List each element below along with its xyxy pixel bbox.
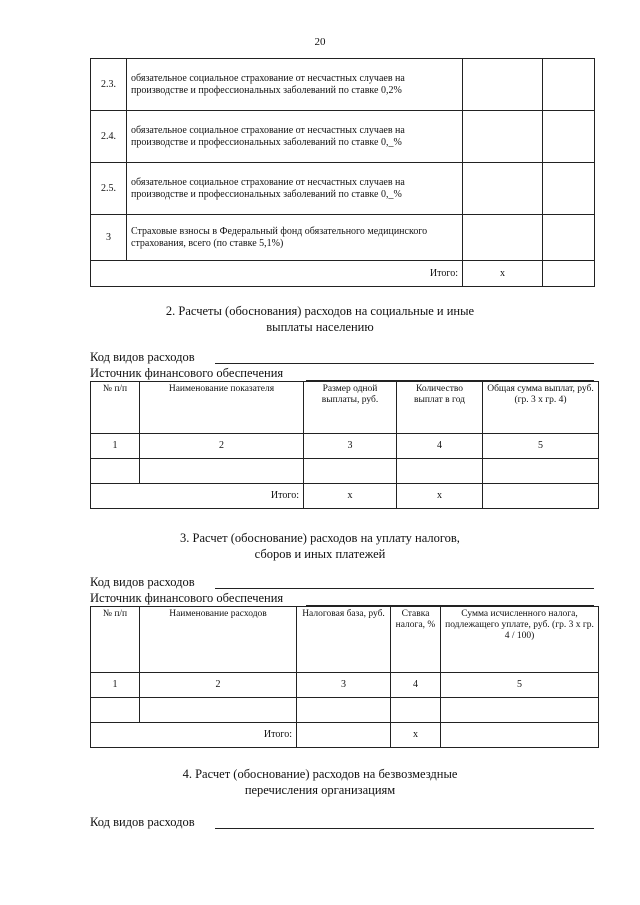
section3-source-label: Источник финансового обеспечения — [90, 591, 284, 605]
empty-cell — [441, 723, 599, 748]
table-row — [91, 163, 595, 215]
total-label: Итого: — [140, 723, 297, 748]
table-row — [91, 59, 595, 111]
header-tax-base: Налоговая база, руб. — [297, 607, 391, 673]
section2-kod-underline — [215, 363, 594, 364]
empty-cell — [397, 459, 483, 484]
table-header-row — [91, 382, 599, 434]
page-number: 20 — [314, 36, 326, 48]
row-description: обязательное социальное страхование от несчастных случаев на производстве и профессиональных заболеваний по ставке 0,_% — [127, 111, 463, 163]
empty-cell — [483, 459, 599, 484]
column-number: 2 — [140, 673, 297, 698]
section3-kod-underline — [215, 588, 594, 589]
section2-source-label: Источник финансового обеспечения — [90, 366, 284, 380]
section2-heading — [0, 303, 640, 335]
section3-heading — [0, 530, 640, 562]
table-header-row — [91, 607, 599, 673]
row-description: Страховые взносы в Федеральный фонд обязательного медицинского страхования, всего (по ставке 5,1%) — [127, 215, 463, 261]
column-number: 1 — [91, 434, 140, 459]
total-row — [91, 484, 599, 509]
section3-kod-label: Код видов расходов — [90, 575, 195, 589]
row-number: 2.5. — [91, 163, 127, 215]
empty-cell — [297, 698, 391, 723]
section4-kod-label: Код видов расходов — [90, 815, 195, 829]
section3-heading-line1: 3. Расчет (обоснование) расходов на уплату налогов, — [180, 531, 460, 545]
empty-cell — [91, 723, 140, 748]
insurance-contributions-table — [90, 58, 595, 287]
section3-heading-line2: сборов и иных платежей — [254, 547, 386, 561]
empty-cell — [297, 723, 391, 748]
section2-heading-line2: выплаты населению — [266, 320, 374, 334]
section2-kod-label: Код видов расходов — [90, 350, 195, 364]
table-row — [91, 698, 599, 723]
section4-heading — [0, 766, 640, 798]
empty-cell — [463, 215, 543, 261]
row-number: 2.3. — [91, 59, 127, 111]
empty-cell — [391, 698, 441, 723]
total-label: Итого: — [140, 484, 304, 509]
empty-cell — [543, 163, 595, 215]
empty-cell — [543, 59, 595, 111]
column-number: 4 — [391, 673, 441, 698]
empty-cell — [463, 163, 543, 215]
header-number: № п/п — [91, 607, 140, 673]
empty-cell — [463, 111, 543, 163]
header-total-amount: Общая сумма выплат, руб. (гр. 3 х гр. 4) — [483, 382, 599, 434]
column-number: 4 — [397, 434, 483, 459]
empty-cell — [441, 698, 599, 723]
row-description: обязательное социальное страхование от несчастных случаев на производстве и профессиональных заболеваний по ставке 0,_% — [127, 163, 463, 215]
row-number: 3 — [91, 215, 127, 261]
header-number: № п/п — [91, 382, 140, 434]
total-mark: x — [397, 484, 483, 509]
total-mark: x — [463, 261, 543, 287]
section2-heading-line1: 2. Расчеты (обоснования) расходов на социальные и иные — [165, 304, 475, 318]
row-description: обязательное социальное страхование от несчастных случаев на производстве и профессиональных заболеваний по ставке 0,2% — [127, 59, 463, 111]
empty-cell — [91, 261, 127, 287]
total-mark: x — [304, 484, 397, 509]
empty-cell — [91, 698, 140, 723]
section4-heading-line2: перечисления организациям — [244, 783, 396, 797]
taxes-table — [90, 606, 599, 748]
total-row — [91, 723, 599, 748]
empty-cell — [543, 215, 595, 261]
header-tax-amount: Сумма исчисленного налога, подлежащего уплате, руб. (гр. 3 х гр. 4 / 100) — [441, 607, 599, 673]
empty-cell — [483, 484, 599, 509]
social-payments-table — [90, 381, 599, 509]
empty-cell — [543, 261, 595, 287]
table-row — [91, 111, 595, 163]
column-number: 5 — [441, 673, 599, 698]
column-numbers-row — [91, 673, 599, 698]
section4-kod-underline — [215, 828, 594, 829]
header-indicator-name: Наименование показателя — [140, 382, 304, 434]
table-row — [91, 459, 599, 484]
header-payment-size: Размер одной выплаты, руб. — [304, 382, 397, 434]
header-payments-per-year: Количество выплат в год — [397, 382, 483, 434]
empty-cell — [91, 484, 140, 509]
total-row — [91, 261, 595, 287]
table-row — [91, 215, 595, 261]
empty-cell — [140, 698, 297, 723]
empty-cell — [304, 459, 397, 484]
empty-cell — [543, 111, 595, 163]
column-number: 3 — [297, 673, 391, 698]
column-number: 2 — [140, 434, 304, 459]
total-label: Итого: — [127, 261, 463, 287]
column-number: 5 — [483, 434, 599, 459]
column-numbers-row — [91, 434, 599, 459]
empty-cell — [91, 459, 140, 484]
total-mark: x — [391, 723, 441, 748]
header-expense-name: Наименование расходов — [140, 607, 297, 673]
row-number: 2.4. — [91, 111, 127, 163]
header-tax-rate: Ставка налога, % — [391, 607, 441, 673]
section4-heading-line1: 4. Расчет (обоснование) расходов на безвозмездные — [182, 767, 458, 781]
column-number: 3 — [304, 434, 397, 459]
column-number: 1 — [91, 673, 140, 698]
empty-cell — [140, 459, 304, 484]
empty-cell — [463, 59, 543, 111]
